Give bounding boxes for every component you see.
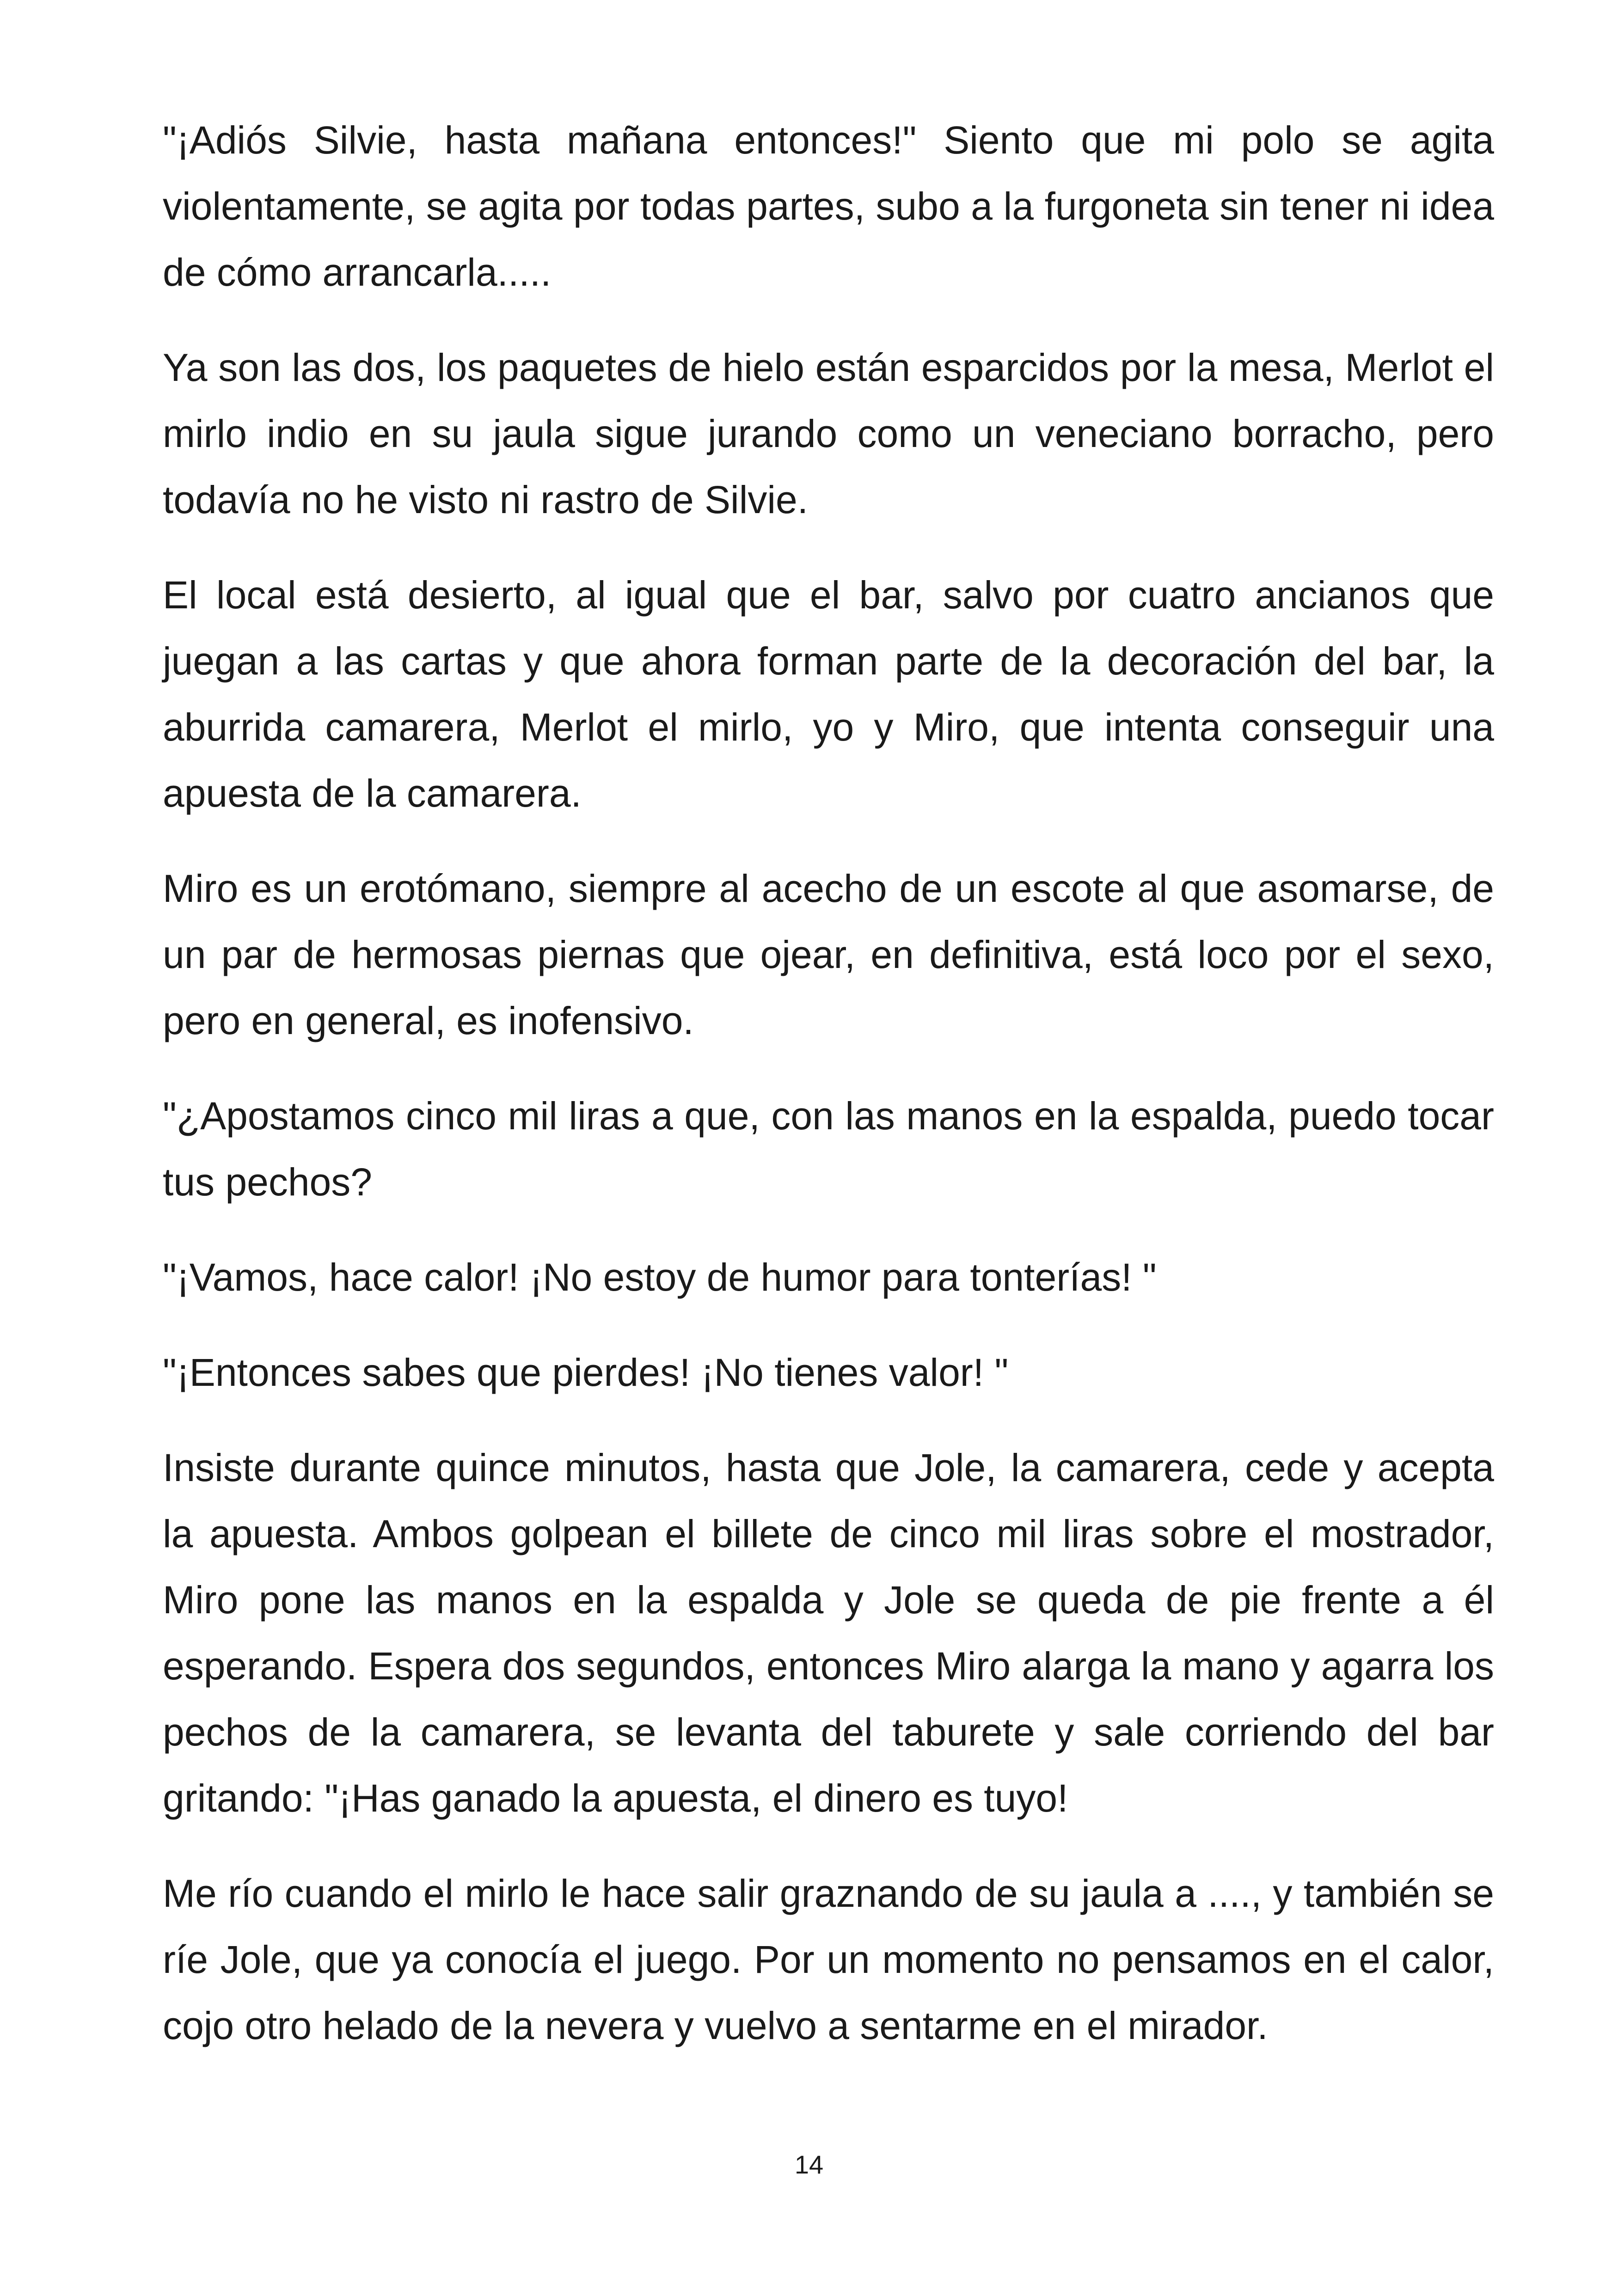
- body-text: [163, 107, 1494, 2088]
- paragraph: Insiste durante quince minutos, hasta que Jole, la camarera, cede y acepta la apuesta. Ambos golpean el billete de cinco mil liras sobre el mostrador, Miro pone las manos en la espalda y Jole se queda de pie frente a él esperando. Espera dos segundos, entonces Miro alarga la mano y agarra los pechos de la camarera, se levanta del taburete y sale corriendo del bar gritando: "¡Has ganado la apuesta, el dinero es tuyo!: [163, 1446, 1494, 1820]
- paragraph: Miro es un erotómano, siempre al acecho de un escote al que asomarse, de un par de hermosas piernas que ojear, en definitiva, está loco por el sexo, pero en general, es inofensivo.: [163, 867, 1494, 1042]
- paragraph: Ya son las dos, los paquetes de hielo están esparcidos por la mesa, Merlot el mirlo indio en su jaula sigue jurando como un veneciano borracho, pero todavía no he visto ni rastro de Silvie.: [163, 346, 1494, 521]
- paragraph: "¡Entonces sabes que pierdes! ¡No tienes valor! ": [163, 1351, 1009, 1394]
- paragraph: "¿Apostamos cinco mil liras a que, con las manos en la espalda, puedo tocar tus pechos?: [163, 1094, 1494, 1204]
- paragraph: "¡Adiós Silvie, hasta mañana entonces!" Siento que mi polo se agita violentamente, se agita por todas partes, subo a la furgoneta sin tener ni idea de cómo arrancarla.....: [163, 118, 1494, 294]
- page-number: 14: [794, 2150, 824, 2179]
- paragraph: Me río cuando el mirlo le hace salir graznando de su jaula a ...., y también se ríe Jole, que ya conocía el juego. Por un momento no pensamos en el calor, cojo otro helado de la nevera y vuelvo a sentarme en el mirador.: [163, 1872, 1494, 2047]
- paragraph: "¡Vamos, hace calor! ¡No estoy de humor para tonterías! ": [163, 1255, 1157, 1299]
- paragraph: El local está desierto, al igual que el bar, salvo por cuatro ancianos que juegan a las cartas y que ahora forman parte de la decoración del bar, la aburrida camarera, Merlot el mirlo, yo y Miro, que intenta conseguir una apuesta de la camarera.: [163, 573, 1494, 815]
